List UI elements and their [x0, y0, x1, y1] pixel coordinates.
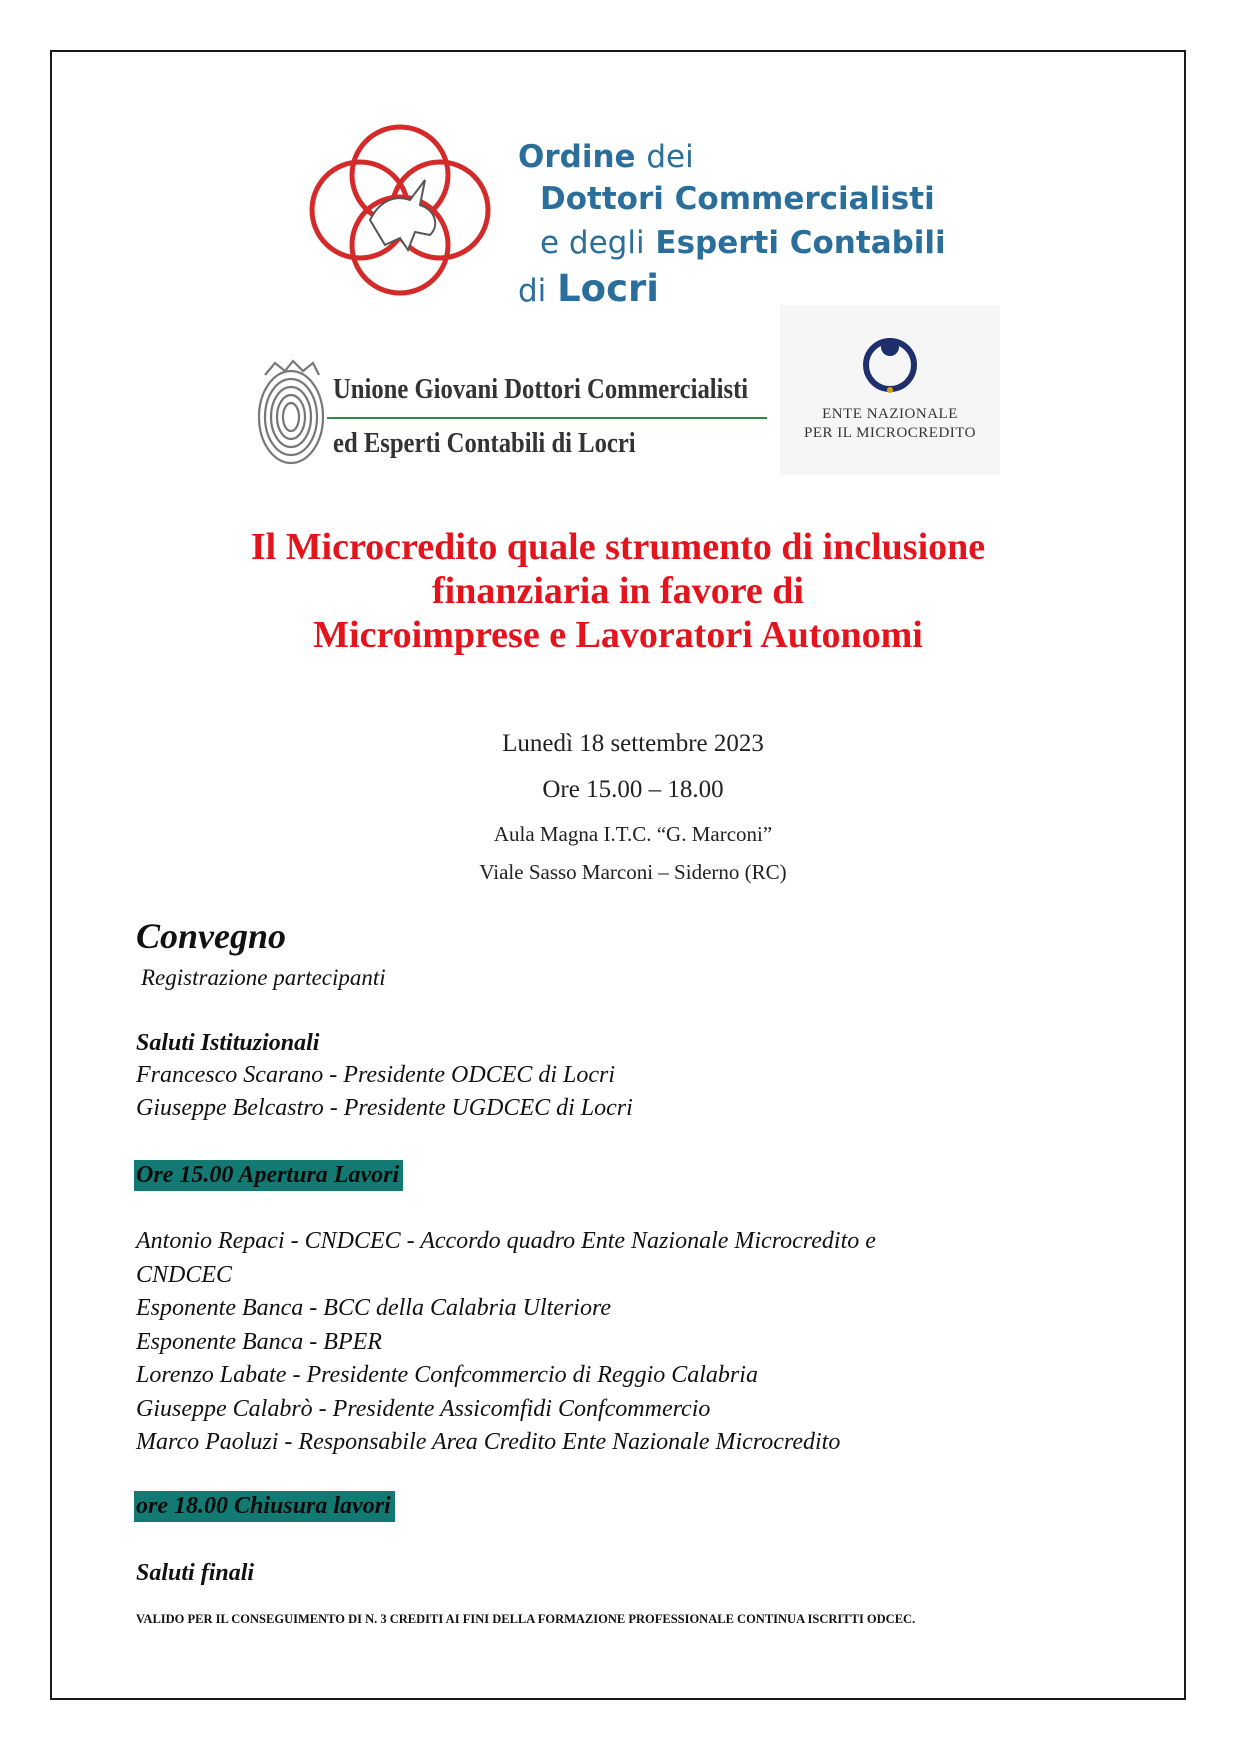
speaker-item: CNDCEC [136, 1261, 233, 1288]
event-date: Lunedì 18 settembre 2023 [502, 730, 764, 757]
ente-line2: PER IL MICROCREDITO [803, 425, 976, 441]
closing-highlight: ore 18.00 Chiusura lavori [134, 1491, 395, 1522]
speaker-item: Esponente Banca - BPER [136, 1328, 382, 1355]
odcec-line1b: dei [646, 139, 694, 175]
ugdcec-divider [327, 417, 767, 419]
opening-highlight: Ore 15.00 Apertura Lavori [134, 1160, 403, 1191]
title-line2: finanziaria in favore di [432, 570, 804, 612]
speaker-item: Marco Paoluzi - Responsabile Area Credito Ente Nazionale Microcredito [136, 1429, 841, 1455]
ente-emblem-icon [858, 335, 922, 397]
odcec-line2: Dottori Commercialisti [540, 181, 935, 217]
odcec-line3a: e degli [540, 225, 645, 261]
speaker-item: Giuseppe Calabrò - Presidente Assicomfidi Confcommercio [136, 1395, 711, 1422]
institutional-heading: Saluti Istituzionali [136, 1030, 320, 1056]
title-line1: Il Microcredito quale strumento di inclusione [250, 526, 986, 568]
odcec-line4a: di [518, 273, 547, 309]
odcec-line1a: Ordine [518, 139, 636, 175]
odcec-rings-icon [300, 120, 510, 300]
credits-note: VALIDO PER IL CONSEGUIMENTO DI N. 3 CREDITI AI FINI DELLA FORMAZIONE PROFESSIONALE CONTINUA ISCRITTI ODCEC. [136, 1612, 916, 1626]
ugdcec-logo [255, 355, 775, 475]
speaker-item: Lorenzo Labate - Presidente Confcommercio di Reggio Calabria [136, 1362, 758, 1388]
final-greetings: Saluti finali [136, 1560, 255, 1586]
odcec-line3b: Esperti Contabili [655, 225, 946, 261]
event-time: Ore 15.00 – 18.00 [542, 776, 724, 803]
speaker-item: Antonio Repaci - CNDCEC - Accordo quadro Ente Nazionale Microcredito e [136, 1228, 876, 1254]
ente-line1: ENTE NAZIONALE [822, 406, 958, 422]
title-line3: Microimprese e Lavoratori Autonomi [313, 614, 923, 656]
registration-text: Registrazione partecipanti [141, 965, 386, 990]
speaker-list [136, 1225, 876, 1460]
speaker-item: Esponente Banca - BCC della Calabria Ulteriore [136, 1295, 612, 1321]
institutional-speaker: Francesco Scarano - Presidente ODCEC di Locri [136, 1062, 616, 1088]
program-heading: Convegno [136, 916, 287, 956]
odcec-line4b: Locri [557, 267, 659, 310]
fingerprint-icon [255, 355, 327, 467]
ugdcec-line2: ed Esperti Contabili di Locri [333, 427, 636, 459]
event-address: Viale Sasso Marconi – Siderno (RC) [479, 860, 787, 884]
event-place: Aula Magna I.T.C. “G. Marconi” [493, 822, 773, 846]
odcec-logo [300, 120, 980, 310]
ugdcec-line1: Unione Giovani Dottori Commercialisti [333, 373, 749, 405]
event-title [60, 525, 1176, 657]
institutional-speaker: Giuseppe Belcastro - Presidente UGDCEC di Locri [136, 1095, 633, 1121]
ente-microcredito-logo [780, 305, 1000, 475]
